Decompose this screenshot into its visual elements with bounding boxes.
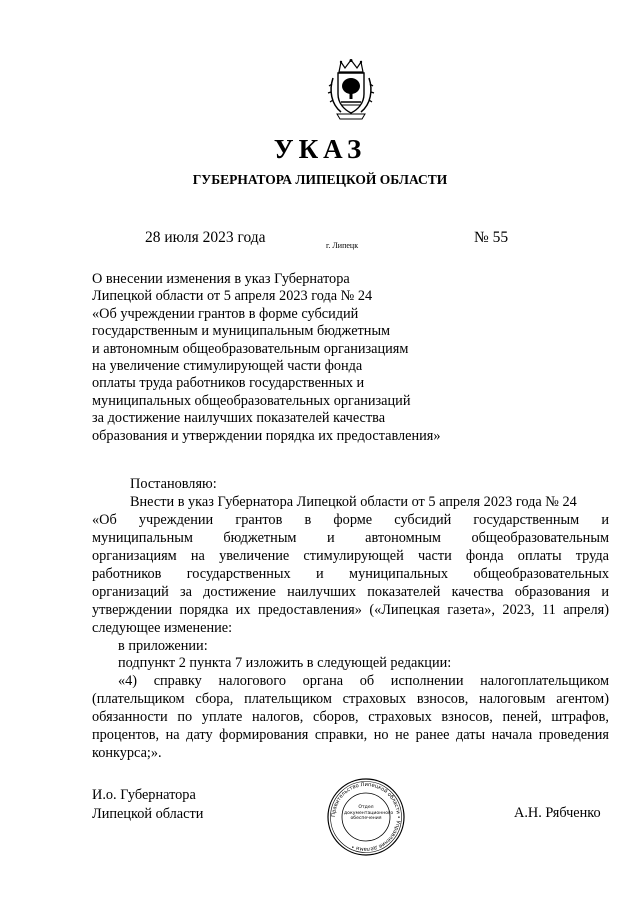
document-subtitle: ГУБЕРНАТОРА ЛИПЕЦКОЙ ОБЛАСТИ xyxy=(192,172,448,187)
coat-of-arms-icon xyxy=(327,58,375,120)
seal-center-text: Отдел документационного обеспечения xyxy=(344,805,394,821)
heading-line: «Об учреждении грантов в форме субсидий xyxy=(92,305,359,322)
heading-line: государственным и муниципальным бюджетным xyxy=(92,323,391,340)
body-line: следующее изменение: xyxy=(92,620,233,636)
signatory-position xyxy=(92,786,203,824)
heading-line: и автономным общеобразовательным организациям xyxy=(92,340,409,357)
position-line: И.о. Губернатора xyxy=(92,787,196,803)
document-date: 28 июля 2023 года xyxy=(145,229,266,246)
seal-ring-text: Правительство Липецкой области • Управление делами • xyxy=(330,781,402,853)
decree-intro: Постановляю: xyxy=(130,476,217,492)
body-line: муниципальным бюджетным и автономным общеобразовательным xyxy=(92,530,609,546)
heading-line: Липецкой области от 5 апреля 2023 года № 24 xyxy=(92,288,373,305)
body-line: обязанности по уплате налогов, сборов, страховых взносов, пеней, штрафов, xyxy=(92,709,609,725)
body-line: работников государственных и муниципальных общеобразовательных xyxy=(92,566,609,582)
official-seal-icon xyxy=(326,777,406,857)
body-line: Внести в указ Губернатора Липецкой области от 5 апреля 2023 года № 24 xyxy=(130,494,577,510)
body-line: в приложении: xyxy=(118,638,208,654)
heading-line: за достижение наилучших показателей качества xyxy=(92,410,386,427)
body-line: организаций за достижение наилучших показателей качества образования и xyxy=(92,584,609,600)
position-line: Липецкой области xyxy=(92,806,204,822)
heading-line: на увеличение стимулирующей части фонда xyxy=(92,358,363,375)
signatory-name: А.Н. Рябченко xyxy=(514,805,601,821)
heading-line: муниципальных общеобразовательных организаций xyxy=(92,392,411,409)
document-title: УКАЗ xyxy=(273,134,367,164)
body-line: организациям на увеличение стимулирующей части фонда оплаты труда xyxy=(92,548,609,564)
body-line: процентов, на дату формирования справки, но не ранее даты начала проведения xyxy=(92,727,609,743)
heading-line: оплаты труда работников государственных и xyxy=(92,375,365,392)
body-line: подпункт 2 пункта 7 изложить в следующей редакции: xyxy=(118,655,452,671)
heading-line: образования и утверждении порядка их предоставления» xyxy=(92,427,441,444)
body-line: «4) справку налогового органа об исполнении налогоплательщиком xyxy=(118,673,609,689)
document-number: № 55 xyxy=(474,229,509,246)
body-line: «Об учреждении грантов в форме субсидий государственным и xyxy=(92,512,609,528)
heading-line: О внесении изменения в указ Губернатора xyxy=(92,271,350,287)
body-line: (плательщиком сбора, плательщиком страховых взносов, налоговым агентом) xyxy=(92,691,609,707)
body-line: утверждении порядка их предоставления» («Липецкая газета», 2023, 11 апреля) xyxy=(92,602,609,618)
body-line: конкурса;». xyxy=(92,745,162,761)
document-heading xyxy=(92,271,492,445)
document-city: г. Липецк xyxy=(326,241,359,250)
